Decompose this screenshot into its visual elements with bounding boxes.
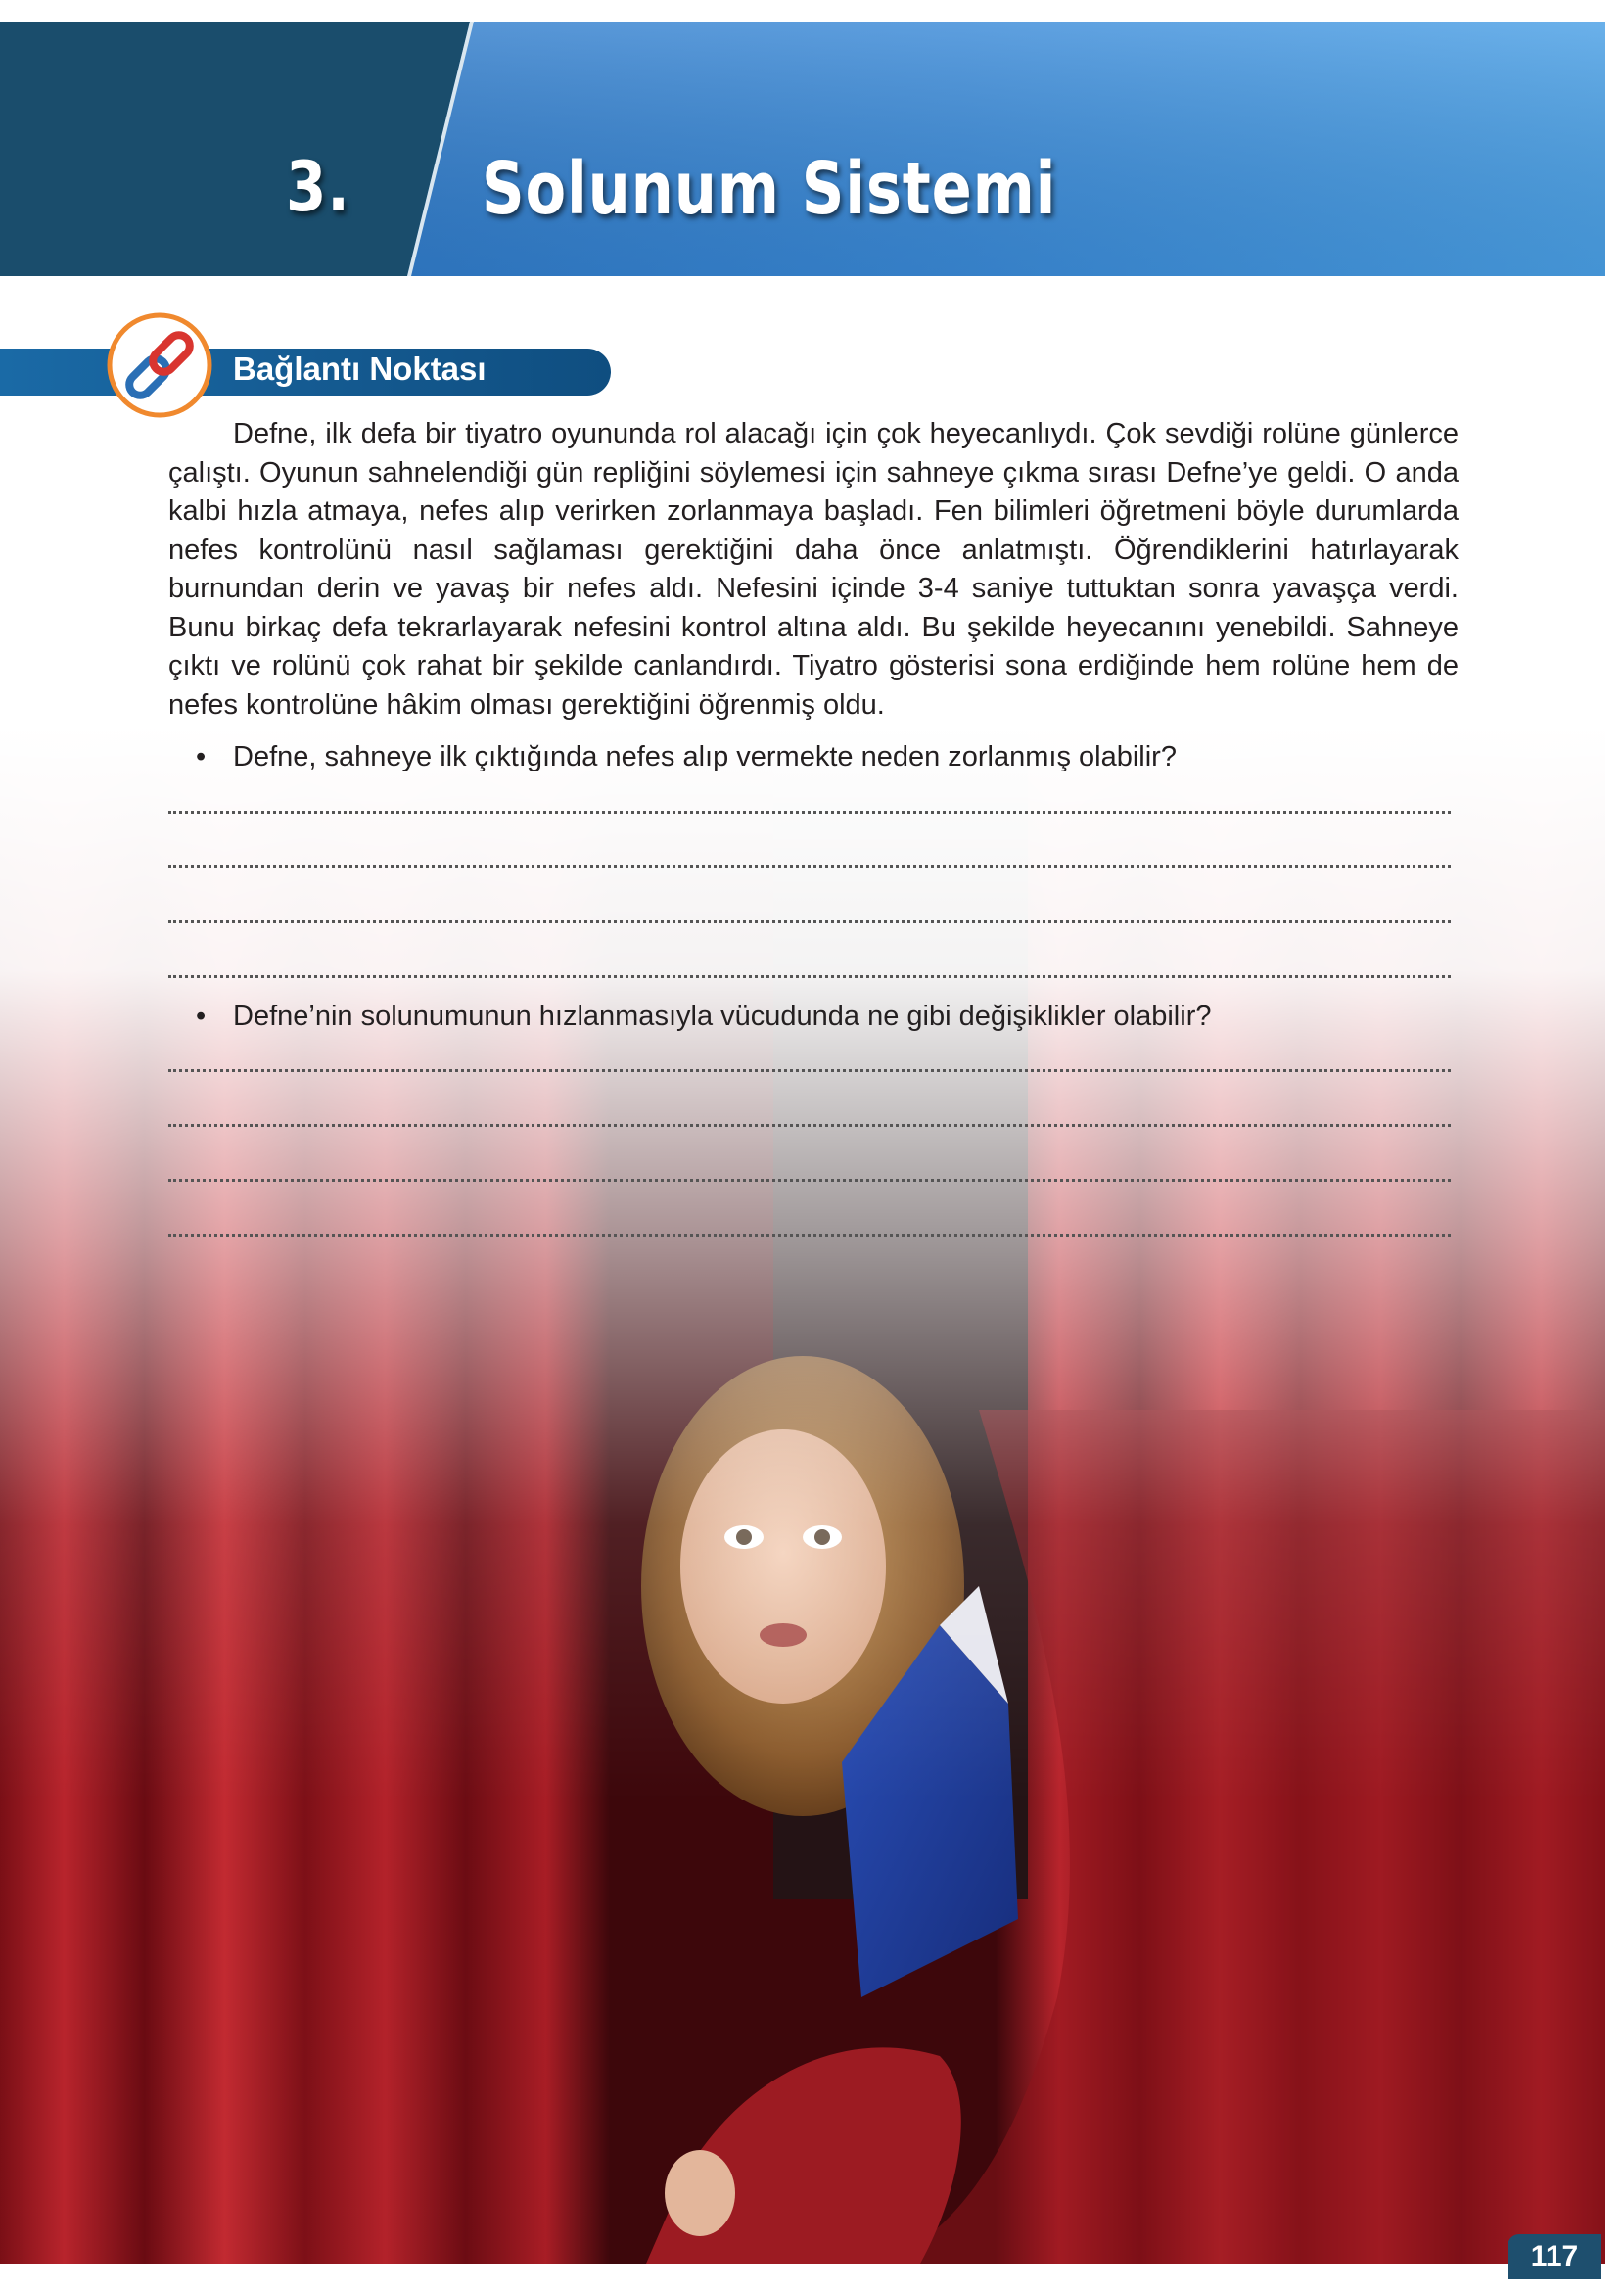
page-number: 117 (1508, 2234, 1601, 2279)
question-1-text: Defne, sahneye ilk çıktığında nefes alıp vermekte neden zorlanmış olabilir? (233, 741, 1177, 772)
question-2 (168, 998, 1459, 1037)
answer-line[interactable] (168, 975, 1451, 978)
answer-line[interactable] (168, 811, 1451, 814)
chapter-number: 3. (286, 147, 350, 227)
answer-line[interactable] (168, 1234, 1451, 1237)
content-area (168, 415, 1459, 1288)
bullet: • (196, 741, 207, 772)
answer-line[interactable] (168, 1179, 1451, 1182)
section-title: Bağlantı Noktası (233, 351, 487, 387)
answer-lines-1 (168, 811, 1459, 978)
chain-link-icon (106, 311, 213, 419)
question-2-text: Defne’nin solunumunun hızlanmasıyla vücudunda ne gibi değişiklikler olabilir? (233, 1000, 1212, 1032)
story-paragraph: Defne, ilk defa bir tiyatro oyununda rol alacağı için çok heyecanlıydı. Çok sevdiği rolüne günlerce çalıştı. Oyunun sahnelendiği gün repliğini söylemesi için sahneye çıkma sırası Defne’ye geldi. O anda kalbi hızla atmaya, nefes alıp verirken zorlanmaya başladı. Fen bilimleri öğretmeni böyle durumlarda nefes kontrolünü nasıl sağlaması gerektiğini daha önce anlatmıştı. Öğrendiklerini hatırlayarak burnundan derin ve yavaş bir nefes aldı. Nefesini içinde 3-4 saniye tuttuktan sonra yavaşça verdi. Bunu birkaç defa tekrarlayarak nefesini kontrol altına aldı. Bu şekilde heyecanını yenebildi. Sahneye çıktı ve rolünü çok rahat bir şekilde canlandırdı. Tiyatro gösterisi sona erdiğinde hem rolüne hem de nefes kontrolüne hâkim olması gerektiğini öğrenmiş oldu. (168, 418, 1459, 721)
answer-line[interactable] (168, 920, 1451, 923)
chapter-header (0, 22, 1605, 276)
answer-line[interactable] (168, 1069, 1451, 1072)
bullet: • (196, 1000, 207, 1032)
chapter-title: Solunum Sistemi (482, 147, 1057, 231)
answer-line[interactable] (168, 1124, 1451, 1127)
question-1 (168, 738, 1459, 777)
answer-lines-2 (168, 1069, 1459, 1237)
answer-line[interactable] (168, 865, 1451, 868)
